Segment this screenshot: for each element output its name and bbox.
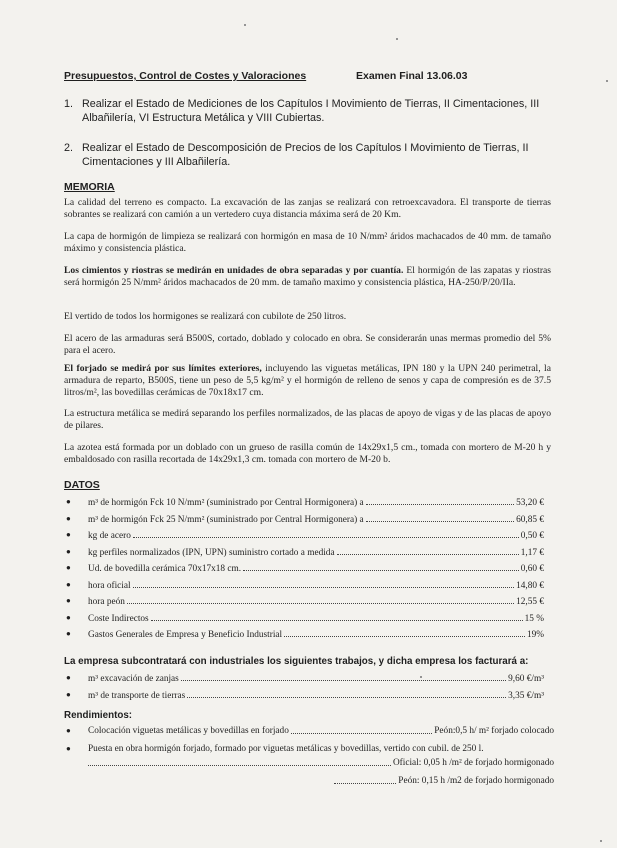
subcontrata-heading: La empresa subcontratará con industriales los siguientes trabajos, y dicha empresa los facturará a: <box>64 656 529 667</box>
item-label: Coste Indirectos <box>88 613 149 624</box>
item-value: 15 % <box>524 613 544 624</box>
memoria-paragraph: La azotea está formada por un doblado con un grueso de rasilla común de 14x29x1,5 cm., tomada con mortero de M-20 h y embaldosado con rasilla recortada de 14x29x1,3 cm. tomada con mortero de M-20 b. <box>64 442 551 465</box>
bold-statement: Los cimientos y riostras se medirán en unidades de obra separadas y por cuantía. <box>64 265 404 276</box>
paragraph-text: incluyendo las viguetas metálicas, IPN 180 y la UPN 240 perimetral, la armadura de reparto, B500S, tiene un peso de 5,5 kg/m² y el hormigón de relleno de senos y capa de compresión es de 37.5 litros/m², las bovedillas cerámicas de 70x18x17 cm. <box>64 363 551 398</box>
item-label: m³ de transporte de tierras <box>88 690 186 701</box>
datos-list <box>64 494 544 643</box>
bullet-icon: ● <box>66 497 71 506</box>
list-item <box>64 687 544 704</box>
list-item <box>64 724 554 738</box>
item-label: kg de acero <box>88 531 131 541</box>
memoria-paragraph <box>64 265 551 289</box>
dot-leader <box>133 577 515 588</box>
item-label: hora oficial <box>88 580 131 591</box>
item-value: 14,80 € <box>516 580 544 591</box>
rendimientos-list <box>64 724 554 788</box>
question-number: 2. <box>64 142 74 154</box>
item-value: 3,35 €/m³ <box>508 690 544 701</box>
memoria-paragraph: La calidad del terreno es compacto. La excavación de las zanjas se realizará con retroexcavadora. El transporte de tierras sobrantes se realizará con camión a un vertedero cuya distancia máxima será de 20 Km. <box>64 197 551 220</box>
list-item <box>64 610 544 627</box>
scan-speck <box>600 840 602 842</box>
memoria-paragraph: El acero de las armaduras será B500S, cortado, doblado y colocado en obra. Se considerarán unas mermas promedio del 5% para el acero. <box>64 333 551 356</box>
item-label: Puesta en obra hormigón forjado, formado por viguetas metálicas y bovedillas, vertido con cubil. de 250 l. <box>88 744 484 754</box>
question-text: Realizar el Estado de Mediciones de los Capítulos I Movimiento de Tierras, II Cimentaciones, III Albañilería, VI Estructura Metálica y VIII Cubiertas. <box>82 98 540 124</box>
dot-leader <box>291 724 432 734</box>
item-value: 1,17 € <box>520 547 544 558</box>
bullet-icon: ● <box>66 612 71 622</box>
question-number: 1. <box>64 98 74 110</box>
dot-leader <box>133 527 519 538</box>
datos-heading: DATOS <box>64 479 100 491</box>
item-label: hora peón <box>88 597 125 607</box>
dot-leader <box>337 544 519 555</box>
dot-leader <box>334 774 396 784</box>
item-label: Ud. de bovedilla cerámica 70x17x18 cm. <box>88 564 242 574</box>
bullet-icon: ● <box>66 726 71 735</box>
list-item <box>64 527 544 544</box>
rendimientos-heading: Rendimientos: <box>64 710 133 721</box>
item-value: 0,50 € <box>520 531 544 541</box>
list-item <box>64 593 544 610</box>
bullet-icon: ● <box>66 673 71 682</box>
course-title: Presupuestos, Control de Costes y Valoraciones <box>64 70 307 82</box>
list-item <box>64 511 544 528</box>
bold-statement: El forjado se medirá por sus límites exteriores, <box>64 363 262 374</box>
item-label: kg perfiles normalizados (IPN, UPN) suministro cortado a medida <box>88 547 335 558</box>
bullet-icon: ● <box>66 579 71 589</box>
list-item <box>64 742 554 756</box>
bullet-icon: ● <box>66 629 71 638</box>
list-item <box>64 560 544 577</box>
list-item <box>64 494 544 511</box>
dot-leader <box>366 511 514 522</box>
dot-leader <box>181 670 506 681</box>
exam-date: Examen Final 13.06.03 <box>356 70 468 82</box>
item-value: Peón:0,5 h/ m² forjado colocado <box>434 726 554 736</box>
memoria-paragraph: El vertido de todos los hormigones se realizará con cubilote de 250 litros. <box>64 311 347 322</box>
bullet-icon: ● <box>66 744 71 753</box>
scan-speck <box>606 80 608 82</box>
item-value: 60,85 € <box>516 514 544 525</box>
subcontrata-list <box>64 670 544 703</box>
item-value: 0,60 € <box>520 564 544 574</box>
list-item <box>64 577 544 594</box>
document-header <box>64 70 584 82</box>
paragraph-text: El hormigón de las zapatas y riostras será hormigón 25 N/mm² áridos machacados de 20 mm. de tamaño maximo y consistencia plástica, HA-250/P/20/IIa. <box>64 265 552 288</box>
bullet-icon: ● <box>66 563 71 572</box>
item-label: m³ de hormigón Fck 25 N/mm² (suministrado por Central Hormigonera) a <box>88 514 364 525</box>
dot-leader <box>187 687 506 698</box>
item-label: m³ excavación de zanjas <box>88 674 179 684</box>
memoria-paragraph <box>64 363 551 398</box>
yield-oficial: Oficial: 0,05 h /m² de forjado hormigonado <box>392 758 554 768</box>
bullet-icon: ● <box>66 546 71 556</box>
scan-speck <box>396 38 398 40</box>
list-item <box>64 670 544 687</box>
list-item <box>64 544 544 561</box>
bullet-icon: ● <box>66 513 71 523</box>
list-item <box>64 626 544 643</box>
dot-leader <box>243 560 519 571</box>
dot-leader <box>151 610 523 621</box>
item-value: 19% <box>526 630 544 640</box>
bullet-icon: ● <box>66 530 71 539</box>
dot-leader <box>127 593 514 604</box>
memoria-paragraph: La capa de hormigón de limpieza se realizará con hormigón en masa de 10 N/mm² áridos machacados de 40 mm. de tamaño máximo y consistencia plástica. <box>64 231 551 254</box>
scan-speck <box>244 24 246 26</box>
item-label: m³ de hormigón Fck 10 N/mm² (suministrado por Central Hormigonera) a <box>88 498 364 508</box>
dot-leader <box>366 494 514 505</box>
yield-line <box>64 756 554 770</box>
question-text: Realizar el Estado de Descomposición de Precios de los Capítulos I Movimiento de Tierras, II Cimentaciones y III Albañilería. <box>82 142 529 168</box>
item-label: Gastos Generales de Empresa y Beneficio Industrial <box>88 630 283 640</box>
item-label: Colocación viguetas metálicas y bovedillas en forjado <box>88 726 289 736</box>
scan-speck <box>420 676 422 678</box>
dot-leader <box>284 626 525 637</box>
yield-line <box>64 774 554 788</box>
bullet-icon: ● <box>66 596 71 605</box>
memoria-paragraph: La estructura metálica se medirá separando los perfiles normalizados, de las placas de apoyo de vigas y de las placas de apoyo de pilares. <box>64 408 551 431</box>
item-value: 53,20 € <box>516 498 544 508</box>
item-value: 9,60 €/m³ <box>508 674 544 684</box>
bullet-icon: ● <box>66 689 71 699</box>
dot-leader <box>88 756 391 766</box>
yield-peon: Peón: 0,15 h /m2 de forjado hormigonado <box>398 776 554 786</box>
item-value: 12,55 € <box>516 597 544 607</box>
memoria-heading: MEMORIA <box>64 181 115 193</box>
